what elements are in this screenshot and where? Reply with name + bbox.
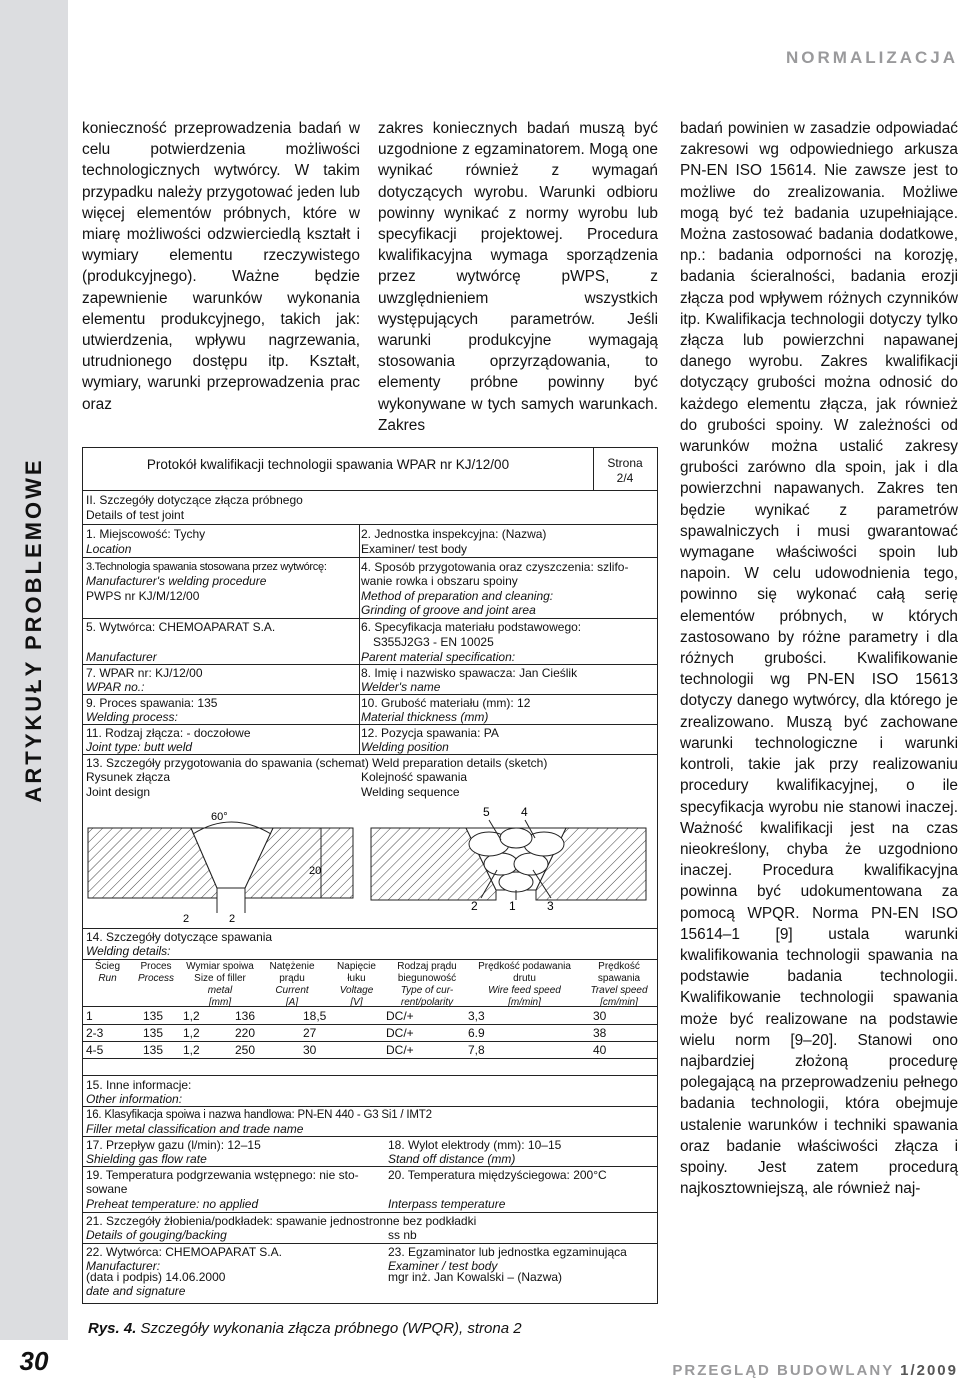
- signature-date: (data i podpis) 14.06.2000: [86, 1270, 226, 1284]
- field-4-en-line2: Grinding of groove and joint area: [361, 603, 536, 617]
- field-12-en: Welding position: [361, 740, 449, 754]
- bead-label-4: 4: [521, 805, 528, 819]
- sketch-right-title-en: Welding sequence: [361, 785, 460, 799]
- examiner-name: mgr inż. Jan Kowalski – (Nazwa): [388, 1270, 563, 1284]
- field-23: 23. Egzaminator lub jednostka egzaminująca: [388, 1245, 627, 1259]
- field-22-en: Manufacturer:: [86, 1259, 161, 1273]
- field-2-en: Examiner/ test body: [361, 542, 468, 556]
- dim-thickness: 20: [309, 865, 322, 877]
- field-11: 11. Rodzaj złącza: - doczołowe: [86, 726, 251, 740]
- section-2-title: II. Szczegóły dotyczące złącza próbnego: [86, 493, 303, 507]
- field-18: 18. Wylot elektrody (mm): 10–15: [388, 1138, 562, 1152]
- figure-caption-text: Szczegóły wykonania złącza próbnego (WPQR), strona 2: [140, 1320, 522, 1337]
- field-3: 3.Technologia spawania stosowana przez wytwórcę:: [86, 561, 327, 573]
- table-cell: 1,2: [183, 1009, 200, 1023]
- table-cell: 7,8: [468, 1043, 485, 1057]
- table-cell: 136: [235, 1009, 256, 1023]
- field-11-en: Joint type: butt weld: [86, 740, 193, 754]
- wpqr-form: [82, 447, 658, 1304]
- table-header-cell: Prędkość podawania drutu Wire feed speed [m/min]: [478, 961, 571, 1008]
- field-5-en: Manufacturer: [86, 650, 157, 664]
- section-2-title-en: Details of test joint: [86, 508, 185, 522]
- table-cell: DC/+: [386, 1009, 414, 1023]
- journal-footer: [560, 1362, 958, 1379]
- joint-design-sketch: [83, 798, 361, 928]
- field-9: 9. Proces spawania: 135: [86, 696, 218, 710]
- field-4: 4. Sposób przygotowania oraz czyszczenia: szlifo-: [361, 560, 629, 574]
- form-title: Protokół kwalifikacji technologii spawania WPAR nr KJ/12/00: [146, 457, 510, 472]
- dim-angle: 60°: [211, 811, 228, 823]
- table-cell: DC/+: [386, 1026, 414, 1040]
- field-10: 10. Grubość materiału (mm): 12: [361, 696, 531, 710]
- dim-gap-a: 2: [183, 913, 190, 925]
- field-17: 17. Przepływ gazu (l/min): 12–15: [86, 1138, 261, 1152]
- field-3-value: PWPS nr KJ/M/12/00: [86, 589, 200, 603]
- table-cell: 4-5: [86, 1043, 104, 1057]
- table-cell: 2-3: [86, 1026, 104, 1040]
- field-5: 5. Wytwórca: CHEMOAPARAT S.A.: [86, 620, 276, 634]
- field-22: 22. Wytwórca: CHEMOAPARAT S.A.: [86, 1245, 282, 1259]
- section-14-title: 14. Szczegóły dotyczące spawania: [86, 930, 273, 944]
- field-4-en: Method of preparation and cleaning:: [361, 589, 554, 603]
- field-10-en: Material thickness (mm): [361, 710, 489, 724]
- bead-label-3: 3: [547, 899, 554, 913]
- bead-label-1: 1: [509, 899, 516, 913]
- field-17-en: Shielding gas flow rate: [86, 1152, 207, 1166]
- field-19-en: Preheat temperature: no applied: [86, 1197, 259, 1211]
- field-21-value: ss nb: [388, 1228, 417, 1242]
- field-21: 21. Szczegóły żłobienia/podkładek: spawanie jednostronne bez podkładki: [86, 1214, 477, 1228]
- table-cell: 1,2: [183, 1043, 200, 1057]
- field-8: 8. Imię i nazwisko spawacza: Jan Cieślik: [361, 666, 578, 680]
- field-6: 6. Specyfikacja materiału podstawowego:: [361, 620, 582, 634]
- field-20: 20. Temperatura międzyściegowa: 200°C: [388, 1168, 607, 1182]
- field-7-en: WPAR no.:: [86, 680, 145, 694]
- journal-name: PRZEGLĄD BUDOWLANY: [672, 1362, 894, 1379]
- form-page-label: Strona: [607, 456, 643, 470]
- page-number: 30: [19, 1346, 49, 1376]
- sketch-left-title: Rysunek złącza: [86, 770, 171, 784]
- field-15-en: Other information:: [86, 1092, 183, 1106]
- table-cell: 30: [303, 1043, 317, 1057]
- table-cell: 38: [593, 1026, 607, 1040]
- section-header: NORMALIZACJA: [786, 48, 958, 67]
- sketch-right-title: Kolejność spawania: [361, 770, 468, 784]
- dim-gap-b: 2: [229, 913, 236, 925]
- figure-label: Rys. 4.: [88, 1320, 137, 1337]
- table-header-cell: Prędkość spawania Travel speed [cm/min]: [590, 961, 648, 1008]
- form-page-value: 2/4: [616, 471, 634, 485]
- table-cell: 250: [235, 1043, 256, 1057]
- field-19-line2: sowane: [86, 1182, 128, 1196]
- field-21-en: Details of gouging/backing: [86, 1228, 227, 1242]
- text-column-2: zakres koniecznych badań muszą być uzgodnione z egzaminatorem. Mogą one wynikać również z wymagań dotyczących wyrobu. Warunki odbioru powinny wynikać z normy wyrobu lub specyfikacji projektowej. Procedura kwalifikacyjna wymaga sporządzenia przez wytwórcę pWPS, z uwzględnieniem wszystkich występujących parametrów. Jeśli warunki produkcyjne wymagają stosowania oprzyrządowania, to elementy próbne powinny być wykonywane w tych samych warunkach. Zakres: [378, 120, 658, 434]
- table-cell: 30: [593, 1009, 607, 1023]
- field-2: 2. Jednostka inspekcyjna: (Nazwa): [361, 527, 547, 541]
- section-side-label: ARTYKUŁY PROBLEMOWE: [21, 457, 46, 803]
- sketch-left-title-en: Joint design: [86, 785, 151, 799]
- signature-date-en: date and signature: [86, 1284, 186, 1298]
- welding-sequence-sketch: [361, 798, 657, 928]
- text-column-3: badań powinien w zasadzie odpowiadać zakresowi wg odpowiedniego arkusza PN-EN ISO 15614. Nie zawsze jest to możliwe do zrealizowania. Możliwe mogą być też badania uzupełniające. Można zastosować badania dodatkowe, np.: badania odporności na korozję, badania ścieralności, badania erozji złącza pod wpływem różnych czynników itp. Kwalifikacja technologii dotyczy tylko złącza lub powierzchni napawanej danego wyrobu. Zakres kwalifikacji dotyczący grubości można odnosić do każdego elementu złącza, jak również do grubości spoiny. W zależności od warunków można ustalić zakresy grubości zarówno dla spoin, jak i dla powierzchni napawanych. Zakres ten będzie wynikać z parametrów spawalniczych i musi gwarantować wymagane właściwości spoin lub napoin. W celu udowodnienia tego, powinno się wykonać całą serię elementów próbnych, w których zastosowano by różne parametry i dla różnych grubości. Kwalifikowanie technologii wg PN-EN ISO 15613 dotyczy danego wytwórcy, dla którego je zrealizowano. Muszą być zachowane warunki technologiczne i warunki kontroli, takie jak przy realizowaniu procedury kwalifikacyjnej, o ile specyfikacja wyrobu nie stanowi inaczej. Ważność kwalifikacji jest na czas nieokreślony, chyba że uzgodniono inaczej. Procedura kwalifikacyjna powinna być udokumentowana za pomocą WPQR. Norma PN-EN ISO 15614–1 [9] ustala warunki kwalifikowania technologii spawania na podstawie badania technologii. Kwalifikowanie technologii spawania może być realizowane na podstawie wielu norm [9–20]. Stanowi ono najbardziej złożoną procedurę polegającą na przeprowadzeniu pełnego badania technologii, która obejmuje ustalenie warunków i techniki spawania oraz badanie właściwości złącza i spoiny. Jest zatem procedurą najkosztowniejszą, ale również naj-: [680, 120, 958, 1198]
- field-19: 19. Temperatura podgrzewania wstępnego: nie sto-: [86, 1168, 359, 1182]
- field-3-en: Manufacturer's welding procedure: [86, 574, 267, 588]
- section-13-title: 13. Szczegóły przygotowania do spawania (schemat) Weld preparation details (sketch): [86, 756, 548, 770]
- table-header-cell: Ścieg Run: [94, 961, 120, 984]
- table-header-cell: Rodzaj prądu biegunowość Type of cur- rent/polarity: [397, 961, 457, 1008]
- table-header-cell: Natężenie prądu Current [A]: [269, 961, 315, 1008]
- field-6-en: Parent material specification:: [361, 650, 516, 664]
- table-cell: 6.9: [468, 1026, 485, 1040]
- table-cell: 135: [143, 1026, 164, 1040]
- field-18-en: Stand off distance (mm): [388, 1152, 516, 1166]
- table-cell: 27: [303, 1026, 317, 1040]
- table-cell: 135: [143, 1009, 164, 1023]
- field-23-en: Examiner / test body: [388, 1259, 498, 1273]
- table-cell: 40: [593, 1043, 607, 1057]
- table-cell: 220: [235, 1026, 256, 1040]
- table-cell: 1,2: [183, 1026, 200, 1040]
- bead-label-5: 5: [483, 805, 490, 819]
- bead-label-2: 2: [471, 899, 478, 913]
- table-header-cell: Wymiar spoiwa Size of filler metal [mm]: [186, 961, 254, 1008]
- journal-issue: 1/2009: [900, 1362, 958, 1379]
- field-16-en: Filler metal classification and trade name: [86, 1122, 304, 1136]
- field-4-line2: wanie rowka i obszaru spoiny: [361, 574, 518, 588]
- table-header-cell: Napięcie łuku Voltage [V]: [337, 961, 376, 1008]
- field-1: 1. Miejscowość: Tychy: [86, 527, 206, 541]
- table-cell: 18,5: [303, 1009, 327, 1023]
- section-14-title-en: Welding details:: [86, 944, 171, 958]
- field-12: 12. Pozycja spawania: PA: [361, 726, 499, 740]
- field-1-en: Location: [86, 542, 132, 556]
- field-20-en: Interpass temperature: [388, 1197, 506, 1211]
- field-7: 7. WPAR nr: KJ/12/00: [86, 666, 203, 680]
- table-cell: 135: [143, 1043, 164, 1057]
- table-cell: 3,3: [468, 1009, 485, 1023]
- field-9-en: Welding process:: [86, 710, 178, 724]
- table-cell: DC/+: [386, 1043, 414, 1057]
- text-column-1: konieczność przeprowadzenia badań w celu potwierdzenia możliwości technologicznych wytwórcy. W takim przypadku należy przygotować jeden lub więcej elementów próbnych, które w miarę możliwości odzwierciedlą kształt i wymiary elementu rzeczywistego (produkcyjnego). Ważne będzie zapewnienie warunków wykonania elementu produkcyjnego, takich jak: utwierdzenia, wpływu nagrzewania, utrudnionego dostępu itp. Kształt, wymiary, warunki przeprowadzenia prac oraz: [82, 120, 360, 413]
- field-6-value: S355J2G3 - EN 10025: [373, 635, 494, 649]
- field-8-en: Welder's name: [361, 680, 441, 694]
- field-15: 15. Inne informacje:: [86, 1078, 192, 1092]
- table-cell: 1: [86, 1009, 93, 1023]
- figure-caption: [88, 1320, 648, 1337]
- table-header-cell: Proces Process: [137, 961, 175, 984]
- field-16: 16. Klasyfikacja spoiwa i nazwa handlowa: PN-EN 440 - G3 Si1 / IMT2: [86, 1109, 432, 1121]
